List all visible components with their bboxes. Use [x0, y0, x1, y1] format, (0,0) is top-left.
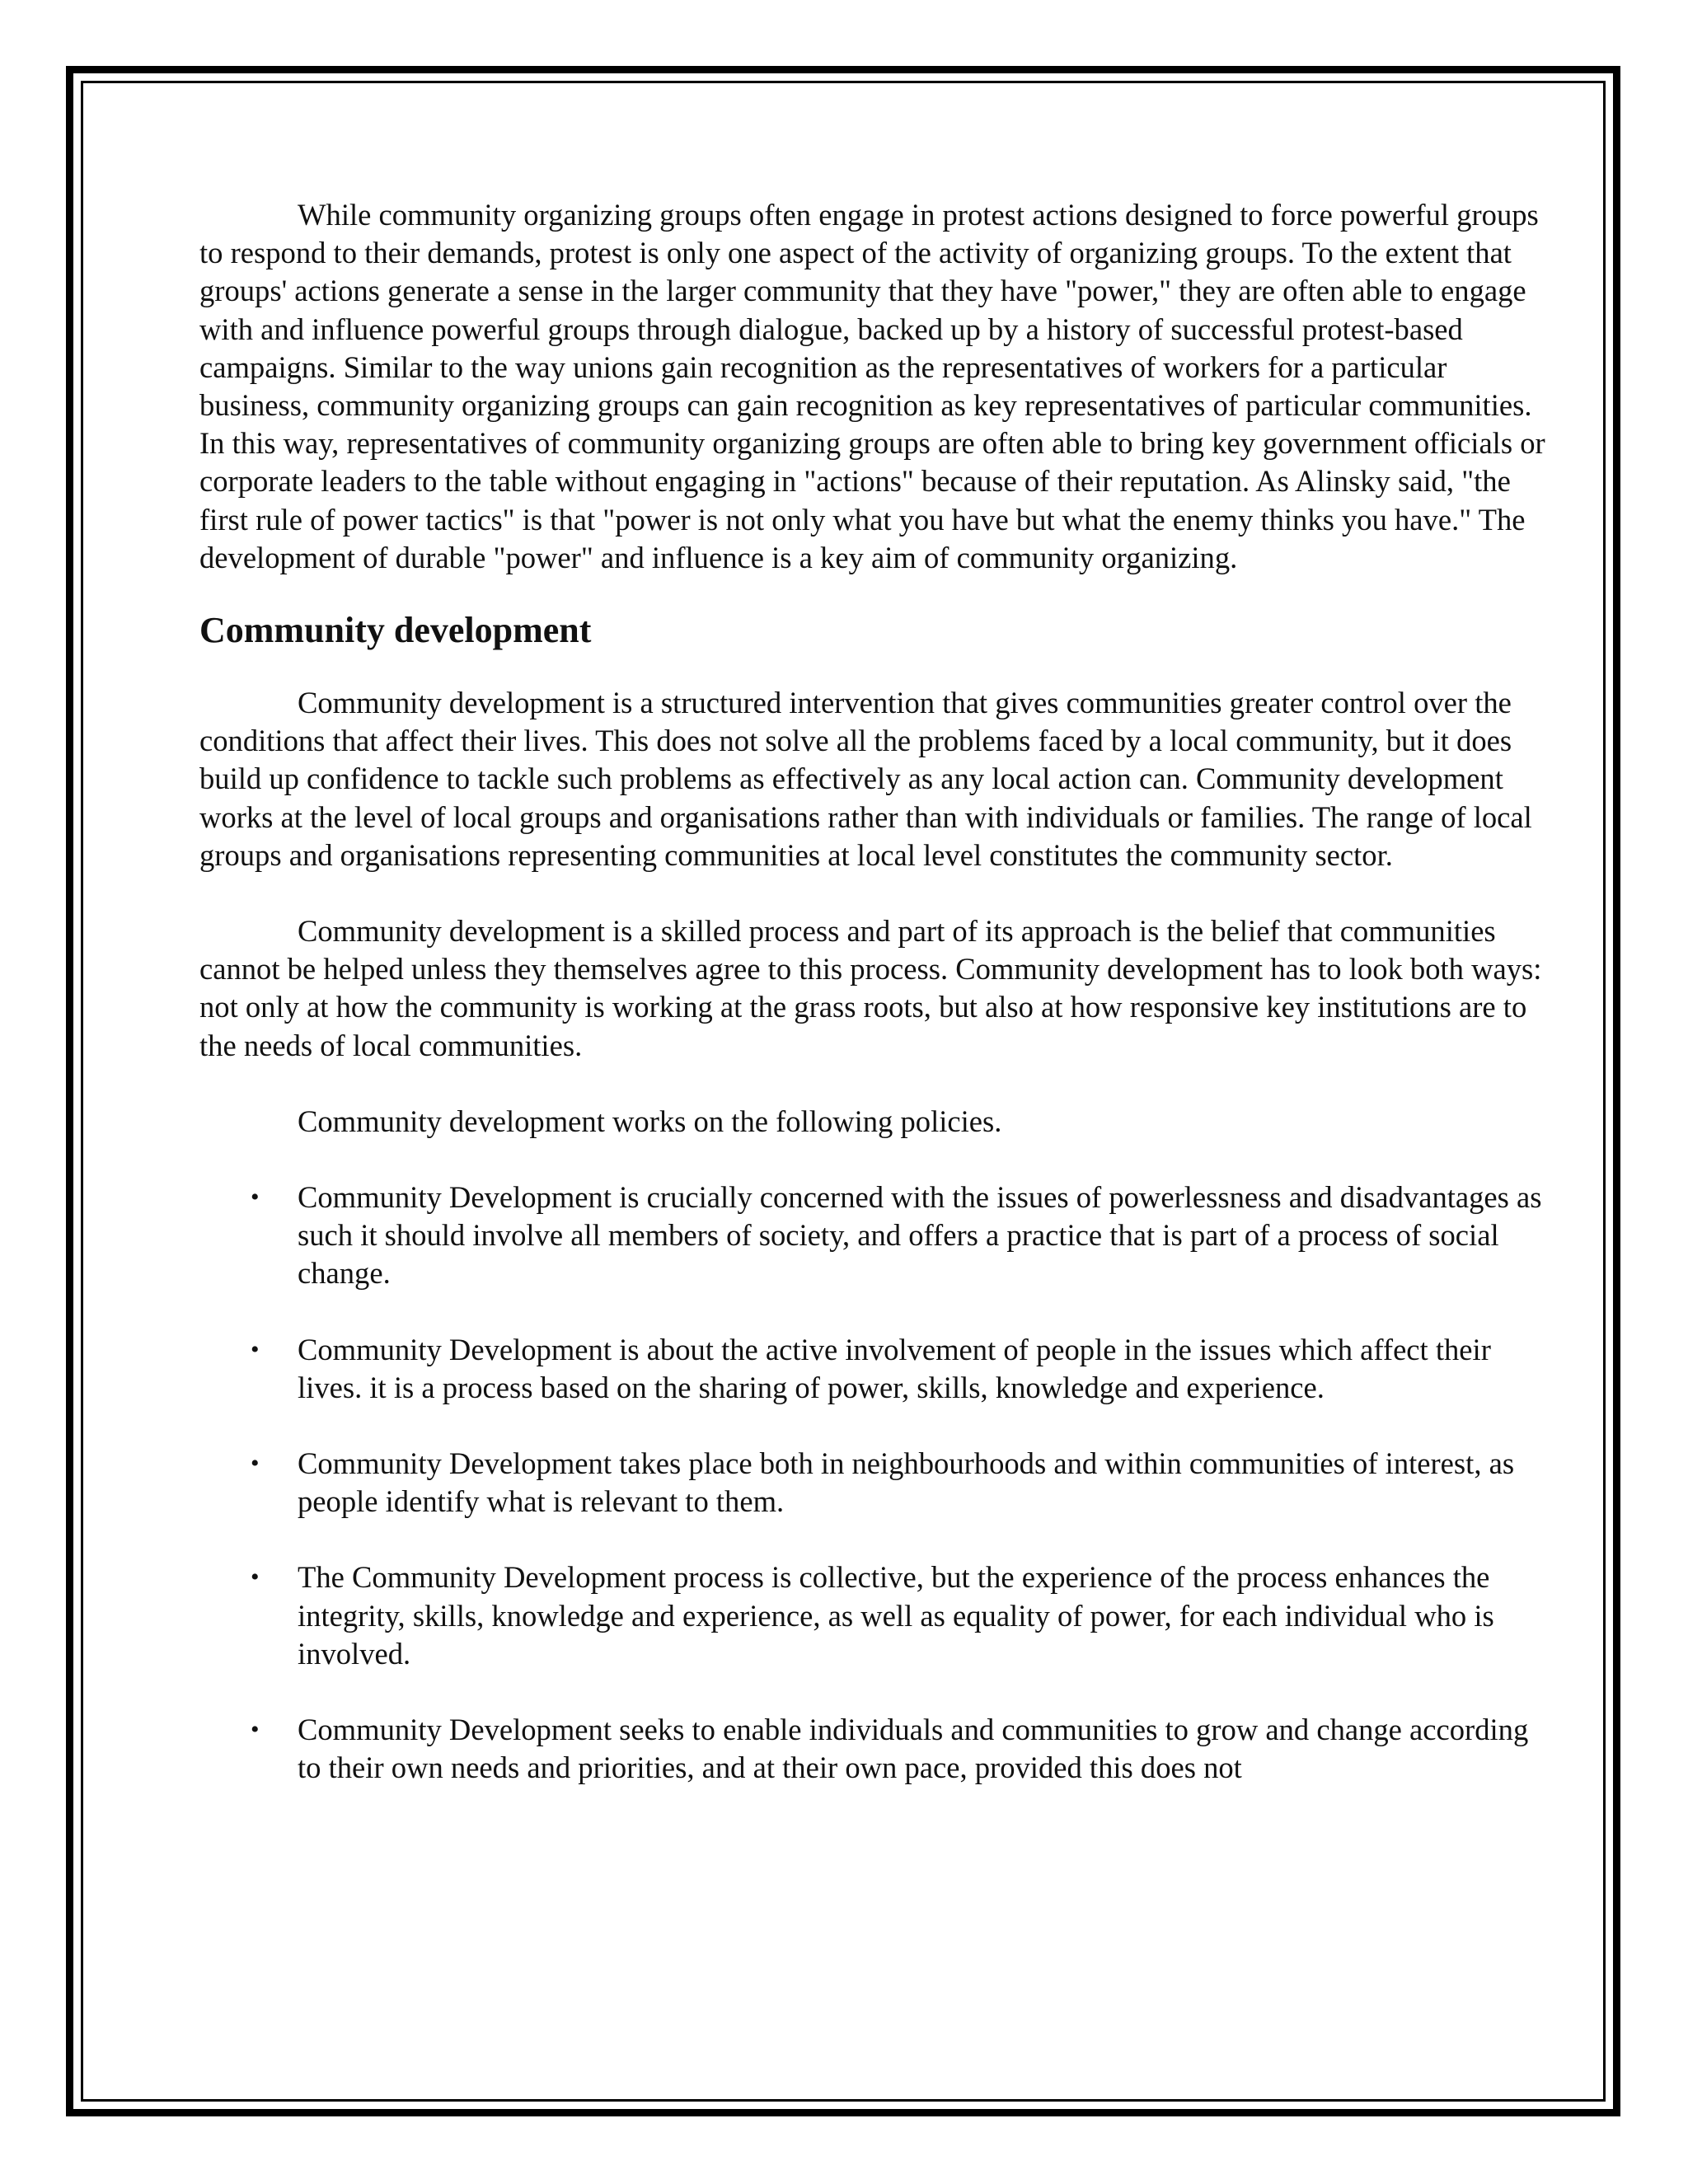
bullet-icon: • [251, 1183, 260, 1212]
list-item [199, 1179, 1551, 1293]
bullet-icon: • [251, 1716, 260, 1744]
list-item-text: The Community Development process is collective, but the experience of the process enhances the integrity, skills, knowledge and experience, as well as equality of power, for each individual who is involved. [298, 1560, 1494, 1671]
section-paragraph-3: Community development works on the following policies. [298, 1104, 1002, 1138]
bullet-icon: • [251, 1450, 260, 1478]
intro-paragraph: While community organizing groups often engage in protest actions designed to force powerful groups to respond to their demands, protest is only one aspect of the activity of organizing groups. To the extent that groups' actions generate a sense in the larger community that they have "power," they are often able to engage with and influence powerful groups through dialogue, backed up by a history of successful protest-based campaigns. Similar to the way unions gain recognition as the representatives of workers for a particular business, community organizing groups can gain recognition as key representatives of particular communities. In this way, representatives of community organizing groups are often able to bring key government officials or corporate leaders to the table without engaging in "actions" because of their reputation. As Alinsky said, "the first rule of power tactics" is that "power is not only what you have but what the enemy thinks you have." The development of durable "power" and influence is a key aim of community organizing. [199, 198, 1545, 574]
list-item [199, 1558, 1551, 1673]
list-item [199, 1711, 1551, 1787]
list-item-text: Community Development is about the active involvement of people in the issues which affect their lives. it is a process based on the sharing of power, skills, knowledge and experience. [298, 1332, 1491, 1404]
section-paragraph-1: Community development is a structured intervention that gives communities greater control over the conditions that affect their lives. This does not solve all the problems faced by a local community, but it does build up confidence to tackle such problems as effectively as any local action can. Community development works at the level of local groups and organisations rather than with individuals or families. The range of local groups and organisations representing communities at local level constitutes the community sector. [199, 686, 1532, 872]
section-paragraph-2: Community development is a skilled process and part of its approach is the belief that communities cannot be helped unless they themselves agree to this process. Community development has to look both ways: not only at how the community is working at the grass roots, but also at how responsive key institutions are to the needs of local communities. [199, 914, 1542, 1062]
list-item-text: Community Development takes place both in neighbourhoods and within communities of interest, as people identify what is relevant to them. [298, 1446, 1515, 1519]
bullet-icon: • [251, 1335, 260, 1363]
policy-list [199, 1179, 1551, 1787]
document-body [199, 196, 1551, 1825]
section-heading: Community development [199, 610, 592, 651]
bullet-icon: • [251, 1563, 260, 1591]
list-item-text: Community Development seeks to enable individuals and communities to grow and change according to their own needs and priorities, and at their own pace, provided this does not [298, 1713, 1529, 1785]
list-item [199, 1445, 1551, 1521]
list-item [199, 1331, 1551, 1407]
list-item-text: Community Development is crucially concerned with the issues of powerlessness and disadvantages as such it should involve all members of society, and offers a practice that is part of a process of social change. [298, 1180, 1542, 1291]
